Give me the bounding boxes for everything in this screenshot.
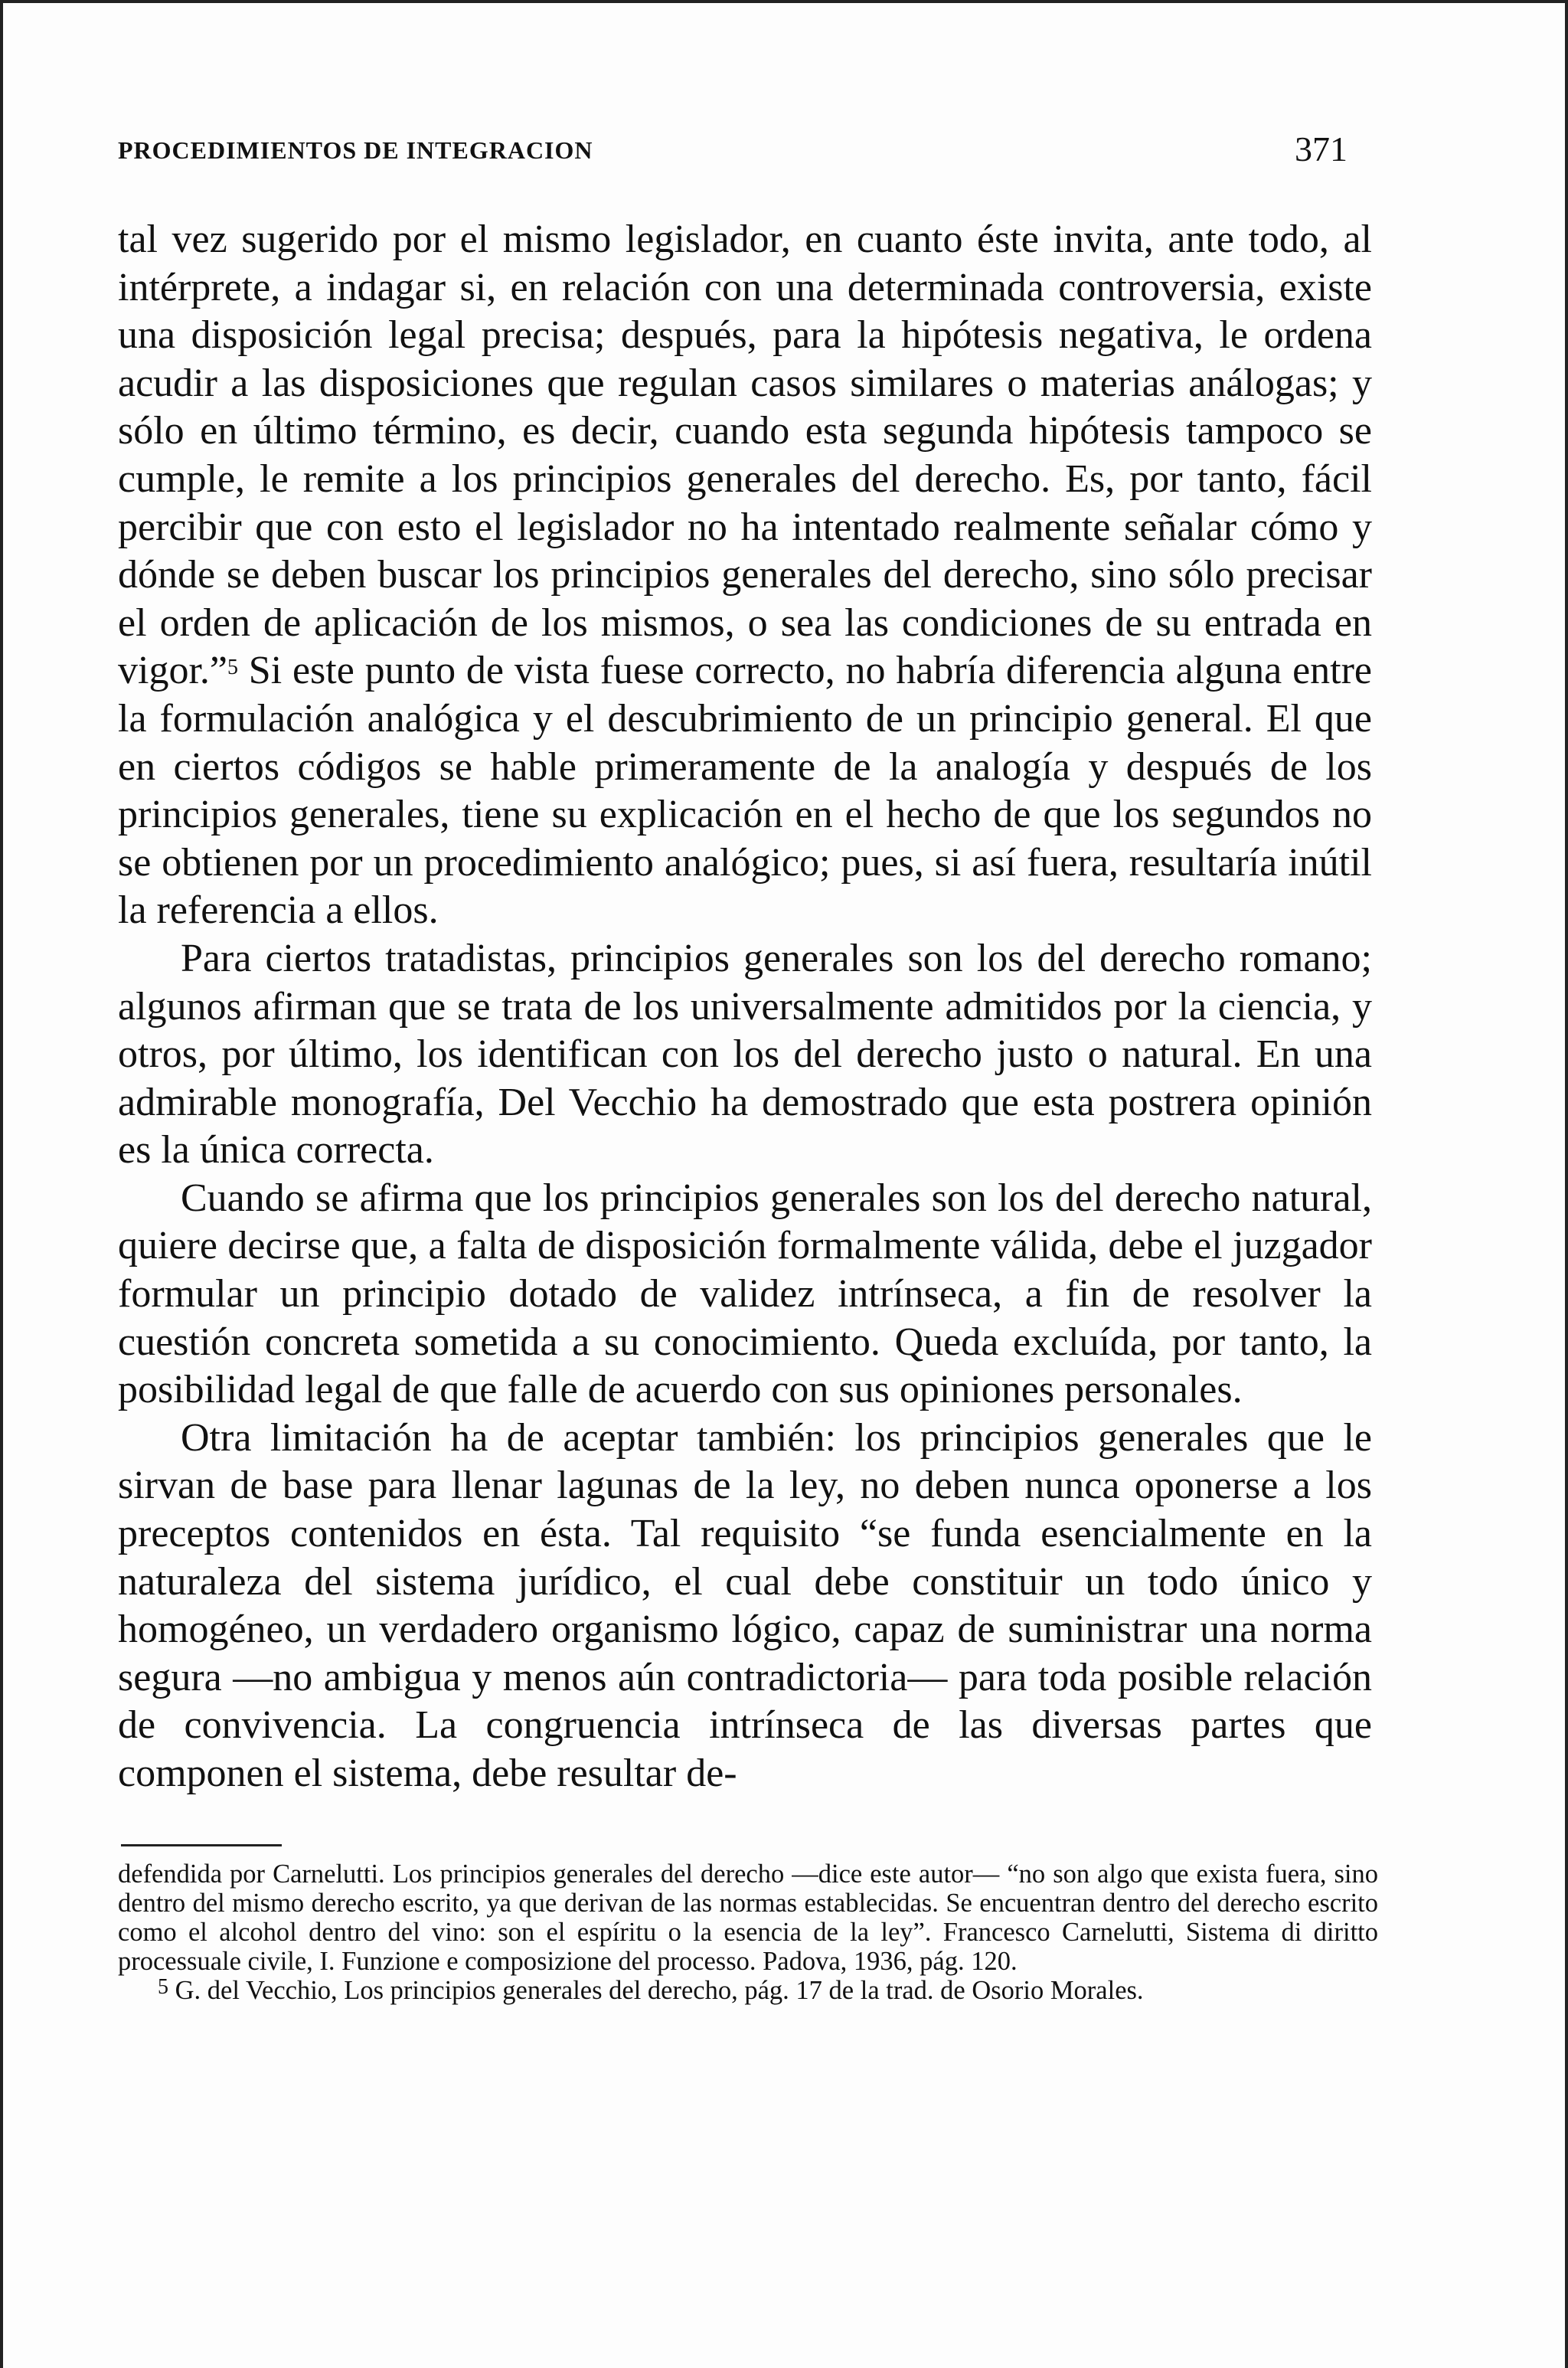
scan-border-right bbox=[1565, 0, 1568, 2368]
margin-mark bbox=[1565, 528, 1568, 574]
page-number: 371 bbox=[1295, 129, 1348, 168]
margin-mark bbox=[1565, 590, 1568, 636]
scan-border-top bbox=[0, 0, 1568, 3]
footnote-marker: 5 bbox=[158, 1975, 168, 1999]
main-text bbox=[118, 216, 1372, 1798]
paragraph: Otra limitación ha de aceptar también: los principios generales que le sirvan de base para llenar lagunas de la ley, no deben nunca oponerse a los preceptos contenidos en ésta. Tal requisito “se funda esencialmente en la naturaleza del sistema jurídico, el cual debe constituir un todo único y homogéneo, un verdadero organismo lógico, capaz de suministrar una norma segura —no ambigua y menos aún contradictoria— para toda posible relación de convivencia. La congruencia intrínseca de las diversas partes que componen el sistema, debe resultar de- bbox=[118, 1415, 1372, 1795]
footnote-separator bbox=[121, 1844, 282, 1846]
footnote-continued: defendida por Carnelutti. Los principios generales del derecho —dice este autor— “no son algo que exista fuera, sino dentro del mismo derecho escrito, ya que derivan de las normas establecidas. Se encuentran dentro del derecho escrito como el alcohol dentro del vino: son el espíritu o la esencia de la ley”. Francesco Carnelutti, Sistema di diritto processuale civile, I. Funzione e composizione del processo. Padova, 1936, pág. 120. bbox=[118, 1859, 1378, 1976]
paragraph: Para ciertos tratadistas, principios generales son los del derecho romano; algunos afirman que se trata de los universalmente admitidos por la ciencia, y otros, por último, los identifican con los del derecho justo o natural. En una admirable monografía, Del Vecchio ha demostrado que esta postrera opinión es la única correcta. bbox=[118, 936, 1372, 1173]
footnote-reference: 5 bbox=[227, 656, 238, 680]
footnote-text: G. del Vecchio, Los principios generales del derecho, pág. 17 de la trad. de Osorio Morales. bbox=[168, 1976, 1144, 2005]
paragraph-continued bbox=[118, 216, 1372, 935]
paragraph-text: Si este punto de vista fuese correcto, no habría diferencia alguna entre la formulación analógica y el descubrimiento de un principio general. El que en ciertos códigos se hable primeramente de la analogía y después de los principios generales, tiene su explicación en el hecho de que los segundos no se obtienen por un procedimiento analógico; pues, si así fuera, resultaría inútil la referencia a ellos. bbox=[118, 649, 1372, 933]
scan-border-left bbox=[0, 0, 3, 2368]
running-head: PROCEDIMIENTOS DE INTEGRACION bbox=[118, 136, 593, 164]
footnote bbox=[118, 1976, 1378, 2005]
paragraph: Cuando se afirma que los principios generales son los del derecho natural, quiere decirse que, a falta de disposición formalmente válida, debe el juzgador formular un principio dotado de validez intrínseca, a fin de resolver la cuestión concreta sometida a su conocimiento. Queda excluída, por tanto, la posibilidad legal de que falle de acuerdo con sus opiniones personales. bbox=[118, 1176, 1372, 1412]
paragraph-text: tal vez sugerido por el mismo legislador, en cuanto éste invita, ante todo, al intérprete, a indagar si, en relación con una determinada controversia, existe una disposición legal precisa; después, para la hipótesis negativa, le ordena acudir a las disposiciones que regulan casos similares o materias análogas; y sólo en último término, es decir, cuando esta segunda hipótesis tampoco se cumple, le remite a los principios generales del derecho. Es, por tanto, fácil percibir que con esto el legislador no ha intentado realmente señalar cómo y dónde se deben buscar los principios generales del derecho, sino sólo precisar el orden de aplicación de los mismos, o sea las condiciones de su entrada en vigor.” bbox=[118, 218, 1372, 693]
footnotes bbox=[118, 1859, 1378, 2005]
